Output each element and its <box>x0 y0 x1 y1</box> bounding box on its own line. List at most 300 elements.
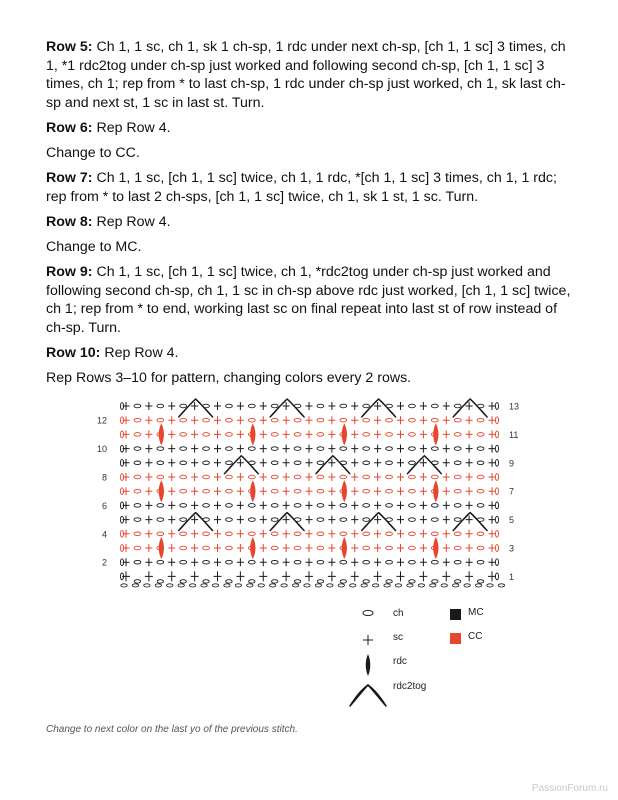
sc-mark <box>259 571 267 581</box>
rdc2tog-mark <box>287 399 304 417</box>
sc-mark <box>237 530 244 538</box>
ch-mark <box>248 532 255 536</box>
row-number-label: 6 <box>101 500 107 511</box>
instruction-paragraph <box>46 169 576 206</box>
sc-mark <box>420 487 427 495</box>
ch-mark <box>248 504 255 508</box>
sc-mark <box>191 445 198 453</box>
sc-mark <box>191 530 198 538</box>
ch-mark <box>454 518 461 522</box>
ch-mark <box>249 580 255 583</box>
ch-mark <box>271 461 278 465</box>
sc-mark <box>306 501 313 509</box>
ch-mark <box>431 504 438 508</box>
ch-mark <box>180 489 187 493</box>
sc-mark <box>145 558 152 566</box>
sc-mark <box>237 430 244 438</box>
sc-mark <box>283 473 290 481</box>
row-number-label: 10 <box>96 444 107 455</box>
ch-mark <box>271 404 278 408</box>
row-number-label: 3 <box>509 543 515 554</box>
sc-mark <box>397 445 404 453</box>
sc-mark <box>351 445 358 453</box>
sc-mark <box>397 402 404 410</box>
ch-mark <box>363 560 370 564</box>
ch-mark <box>271 489 278 493</box>
ch-mark <box>226 489 233 493</box>
base-ch-mark <box>235 584 241 587</box>
legend-mc-label: MC <box>468 607 484 618</box>
turning-ch-mark <box>495 559 498 566</box>
sc-mark <box>237 473 244 481</box>
sc-mark <box>168 430 175 438</box>
sc-mark <box>283 416 290 424</box>
ch-mark <box>203 532 210 536</box>
row-instruction-text: Change to CC. <box>46 144 140 161</box>
sc-mark <box>489 544 496 552</box>
rdc-mark <box>250 537 255 559</box>
instruction-paragraph <box>46 38 576 112</box>
sc-mark <box>305 571 313 581</box>
ch-mark <box>431 518 438 522</box>
sc-mark <box>489 473 496 481</box>
sc-mark <box>145 459 152 467</box>
ch-mark <box>409 504 416 508</box>
ch-mark <box>317 461 324 465</box>
sc-mark <box>488 571 496 581</box>
ch-mark <box>317 433 324 437</box>
sc-mark <box>214 430 221 438</box>
sc-mark <box>260 402 267 410</box>
ch-mark <box>317 475 324 479</box>
ch-mark <box>226 404 233 408</box>
rdc-mark <box>250 480 255 502</box>
ch-mark <box>248 404 255 408</box>
rdc2tog-legend-icon <box>345 682 391 710</box>
rdc-legend-icon <box>363 652 373 678</box>
sc-mark <box>420 530 427 538</box>
ch-mark <box>226 475 233 479</box>
instruction-paragraph <box>46 344 576 363</box>
base-ch-mark <box>201 584 207 587</box>
ch-mark <box>226 532 233 536</box>
rdc2tog-mark <box>379 513 396 531</box>
cc-swatch <box>450 633 461 644</box>
ch-mark <box>134 518 141 522</box>
sc-mark <box>260 558 267 566</box>
ch-mark <box>294 418 301 422</box>
ch-mark <box>363 532 370 536</box>
sc-mark <box>466 530 473 538</box>
ch-mark <box>226 580 232 583</box>
ch-mark <box>477 532 484 536</box>
sc-mark <box>420 445 427 453</box>
sc-mark <box>191 501 198 509</box>
sc-mark <box>145 544 152 552</box>
ch-mark <box>203 475 210 479</box>
ch-mark <box>157 447 164 451</box>
instruction-paragraph <box>46 213 576 232</box>
ch-mark <box>409 404 416 408</box>
sc-mark <box>466 473 473 481</box>
base-ch-mark <box>292 584 298 587</box>
ch-mark <box>180 447 187 451</box>
sc-mark <box>443 445 450 453</box>
sc-mark <box>328 558 335 566</box>
sc-mark <box>374 571 382 581</box>
row-number-label: 2 <box>101 557 107 568</box>
sc-mark <box>168 402 175 410</box>
sc-mark <box>306 487 313 495</box>
ch-mark <box>317 418 324 422</box>
ch-mark <box>157 404 164 408</box>
ch-mark <box>294 546 301 550</box>
ch-mark <box>477 546 484 550</box>
base-ch-mark <box>132 584 138 587</box>
sc-mark <box>466 459 473 467</box>
sc-mark <box>306 459 313 467</box>
ch-mark <box>294 433 301 437</box>
ch-mark <box>248 447 255 451</box>
sc-mark <box>168 416 175 424</box>
sc-mark <box>443 459 450 467</box>
sc-mark <box>214 473 221 481</box>
ch-mark <box>271 518 278 522</box>
base-ch-mark <box>452 584 458 587</box>
ch-mark <box>432 580 438 583</box>
base-ch-mark <box>189 584 195 587</box>
sc-mark <box>237 402 244 410</box>
turning-ch-mark <box>495 516 498 523</box>
sc-mark <box>466 501 473 509</box>
ch-mark <box>134 418 141 422</box>
sc-mark <box>489 416 496 424</box>
ch-mark <box>363 475 370 479</box>
sc-mark <box>283 487 290 495</box>
sc-mark <box>145 473 152 481</box>
turning-ch-mark <box>495 431 498 438</box>
base-ch-mark <box>441 584 447 587</box>
sc-mark <box>168 516 175 524</box>
sc-mark <box>145 416 152 424</box>
sc-mark <box>191 558 198 566</box>
sc-mark <box>351 473 358 481</box>
ch-mark <box>386 461 393 465</box>
ch-mark <box>226 418 233 422</box>
sc-mark <box>306 530 313 538</box>
sc-mark <box>374 544 381 552</box>
ch-mark <box>294 580 300 583</box>
sc-mark <box>237 544 244 552</box>
ch-mark <box>363 404 370 408</box>
ch-mark <box>134 447 141 451</box>
ch-mark <box>180 532 187 536</box>
sc-mark <box>214 487 221 495</box>
ch-mark <box>477 580 483 583</box>
ch-mark <box>134 580 140 583</box>
ch-mark <box>454 546 461 550</box>
ch-mark <box>317 518 324 522</box>
watermark: PassionForum.ru <box>531 783 608 794</box>
ch-mark <box>386 418 393 422</box>
sc-mark <box>374 445 381 453</box>
instructions <box>46 38 576 394</box>
sc-mark <box>489 501 496 509</box>
ch-mark <box>180 580 186 583</box>
ch-legend-icon <box>361 608 375 618</box>
sc-mark <box>466 558 473 566</box>
sc-mark <box>328 487 335 495</box>
sc-mark <box>328 516 335 524</box>
sc-mark <box>145 501 152 509</box>
sc-mark <box>283 501 290 509</box>
rdc-mark <box>342 480 347 502</box>
sc-mark <box>260 445 267 453</box>
legend-rdc-label: rdc <box>393 656 407 667</box>
turning-ch-mark <box>495 530 498 537</box>
ch-mark <box>317 489 324 493</box>
sc-mark <box>397 530 404 538</box>
sc-mark <box>260 544 267 552</box>
sc-mark <box>351 459 358 467</box>
sc-mark <box>145 516 152 524</box>
ch-mark <box>454 560 461 564</box>
sc-mark <box>191 544 198 552</box>
sc-mark <box>489 487 496 495</box>
rdc-mark <box>159 423 164 445</box>
rdc2tog-mark <box>333 456 350 474</box>
sc-mark <box>191 487 198 495</box>
sc-mark <box>420 501 427 509</box>
ch-mark <box>271 580 277 583</box>
row-label: Row 7: <box>46 170 93 187</box>
ch-mark <box>317 560 324 564</box>
ch-mark <box>340 580 346 583</box>
sc-mark <box>397 558 404 566</box>
ch-mark <box>409 546 416 550</box>
row-number-label: 9 <box>509 458 515 469</box>
sc-mark <box>397 416 404 424</box>
ch-mark <box>180 475 187 479</box>
instruction-paragraph <box>46 369 576 388</box>
sc-mark <box>443 402 450 410</box>
sc-mark <box>420 402 427 410</box>
turning-ch-mark <box>495 502 498 509</box>
sc-mark <box>351 487 358 495</box>
turning-ch-mark <box>495 445 498 452</box>
sc-mark <box>419 571 427 581</box>
sc-mark <box>397 459 404 467</box>
sc-mark <box>443 487 450 495</box>
ch-mark <box>409 418 416 422</box>
sc-mark <box>443 473 450 481</box>
ch-mark <box>203 580 209 583</box>
ch-mark <box>340 560 347 564</box>
ch-mark <box>409 518 416 522</box>
ch-mark <box>157 475 164 479</box>
row-number-label: 8 <box>101 472 107 483</box>
sc-mark <box>351 530 358 538</box>
rdc-mark <box>433 423 438 445</box>
sc-mark <box>168 459 175 467</box>
ch-mark <box>180 504 187 508</box>
base-ch-mark <box>372 584 378 587</box>
ch-mark <box>386 532 393 536</box>
rdc2tog-mark <box>424 456 441 474</box>
sc-mark <box>420 516 427 524</box>
sc-mark <box>328 402 335 410</box>
caption: Change to next color on the last yo of the previous stitch. <box>46 724 298 735</box>
sc-mark <box>306 445 313 453</box>
ch-mark <box>271 475 278 479</box>
ch-mark <box>363 489 370 493</box>
sc-mark <box>168 487 175 495</box>
sc-mark <box>145 487 152 495</box>
rdc2tog-mark <box>241 456 258 474</box>
row-number-label: 7 <box>509 486 515 497</box>
ch-mark <box>271 433 278 437</box>
sc-mark <box>168 445 175 453</box>
sc-mark <box>168 571 176 581</box>
rdc2tog-mark <box>379 399 396 417</box>
ch-mark <box>454 532 461 536</box>
sc-mark <box>420 473 427 481</box>
sc-mark <box>466 487 473 495</box>
sc-mark <box>420 430 427 438</box>
sc-mark <box>168 473 175 481</box>
ch-mark <box>386 433 393 437</box>
rdc2tog-mark <box>287 513 304 531</box>
sc-mark <box>191 473 198 481</box>
ch-mark <box>157 518 164 522</box>
ch-mark <box>180 560 187 564</box>
ch-mark <box>134 504 141 508</box>
ch-mark <box>203 546 210 550</box>
sc-mark <box>214 445 221 453</box>
sc-mark <box>283 430 290 438</box>
instruction-paragraph <box>46 119 576 138</box>
base-ch-mark <box>224 584 230 587</box>
base-ch-mark <box>418 584 424 587</box>
ch-mark <box>180 518 187 522</box>
ch-mark <box>454 447 461 451</box>
instruction-paragraph <box>46 238 576 257</box>
base-ch-mark <box>361 584 367 587</box>
sc-mark <box>191 416 198 424</box>
ch-mark <box>477 489 484 493</box>
ch-mark <box>226 546 233 550</box>
sc-mark <box>283 459 290 467</box>
sc-mark <box>328 530 335 538</box>
sc-mark <box>466 430 473 438</box>
ch-mark <box>317 447 324 451</box>
sc-mark <box>351 402 358 410</box>
sc-mark <box>374 473 381 481</box>
ch-mark <box>340 532 347 536</box>
ch-mark <box>134 560 141 564</box>
turning-ch-mark <box>495 488 498 495</box>
ch-mark <box>157 580 163 583</box>
ch-mark <box>226 433 233 437</box>
ch-mark <box>431 475 438 479</box>
ch-mark <box>386 489 393 493</box>
sc-mark <box>237 487 244 495</box>
ch-mark <box>386 447 393 451</box>
ch-mark <box>454 504 461 508</box>
sc-mark <box>306 473 313 481</box>
ch-mark <box>340 475 347 479</box>
ch-mark <box>317 504 324 508</box>
instruction-paragraph <box>46 144 576 163</box>
row-instruction-text: Rep Rows 3–10 for pattern, changing colors every 2 rows. <box>46 369 412 386</box>
sc-mark <box>466 544 473 552</box>
base-ch-mark <box>487 584 493 587</box>
mc-swatch <box>450 609 461 620</box>
sc-mark <box>237 501 244 509</box>
sc-mark <box>489 558 496 566</box>
ch-mark <box>203 418 210 422</box>
sc-mark <box>328 430 335 438</box>
base-ch-mark <box>304 584 310 587</box>
ch-mark <box>340 418 347 422</box>
sc-mark <box>306 544 313 552</box>
ch-mark <box>294 461 301 465</box>
ch-mark <box>477 447 484 451</box>
rdc-mark <box>433 480 438 502</box>
ch-mark <box>409 461 416 465</box>
sc-mark <box>328 501 335 509</box>
ch-mark <box>386 504 393 508</box>
sc-mark <box>443 516 450 524</box>
sc-mark <box>214 558 221 566</box>
sc-mark <box>191 459 198 467</box>
sc-mark <box>489 445 496 453</box>
sc-mark <box>466 416 473 424</box>
ch-mark <box>340 504 347 508</box>
rdc-mark <box>433 537 438 559</box>
ch-mark <box>134 475 141 479</box>
sc-mark <box>214 516 221 524</box>
ch-mark <box>203 504 210 508</box>
sc-mark <box>443 530 450 538</box>
ch-mark <box>203 461 210 465</box>
ch-mark <box>317 546 324 550</box>
ch-mark <box>477 418 484 422</box>
ch-mark <box>363 433 370 437</box>
ch-mark <box>386 560 393 564</box>
ch-mark <box>386 546 393 550</box>
sc-mark <box>443 544 450 552</box>
sc-mark <box>351 571 359 581</box>
rdc-mark <box>159 537 164 559</box>
sc-mark <box>328 544 335 552</box>
instruction-paragraph <box>46 263 576 337</box>
ch-mark <box>271 546 278 550</box>
row-number-label: 4 <box>101 529 107 540</box>
sc-mark <box>374 558 381 566</box>
sc-mark <box>145 402 152 410</box>
ch-mark <box>363 418 370 422</box>
ch-mark <box>226 560 233 564</box>
sc-mark <box>489 530 496 538</box>
sc-mark <box>145 445 152 453</box>
ch-mark <box>271 418 278 422</box>
sc-legend-icon <box>361 633 375 647</box>
sc-mark <box>351 544 358 552</box>
sc-mark <box>168 544 175 552</box>
base-ch-mark <box>498 584 504 587</box>
sc-mark <box>260 530 267 538</box>
